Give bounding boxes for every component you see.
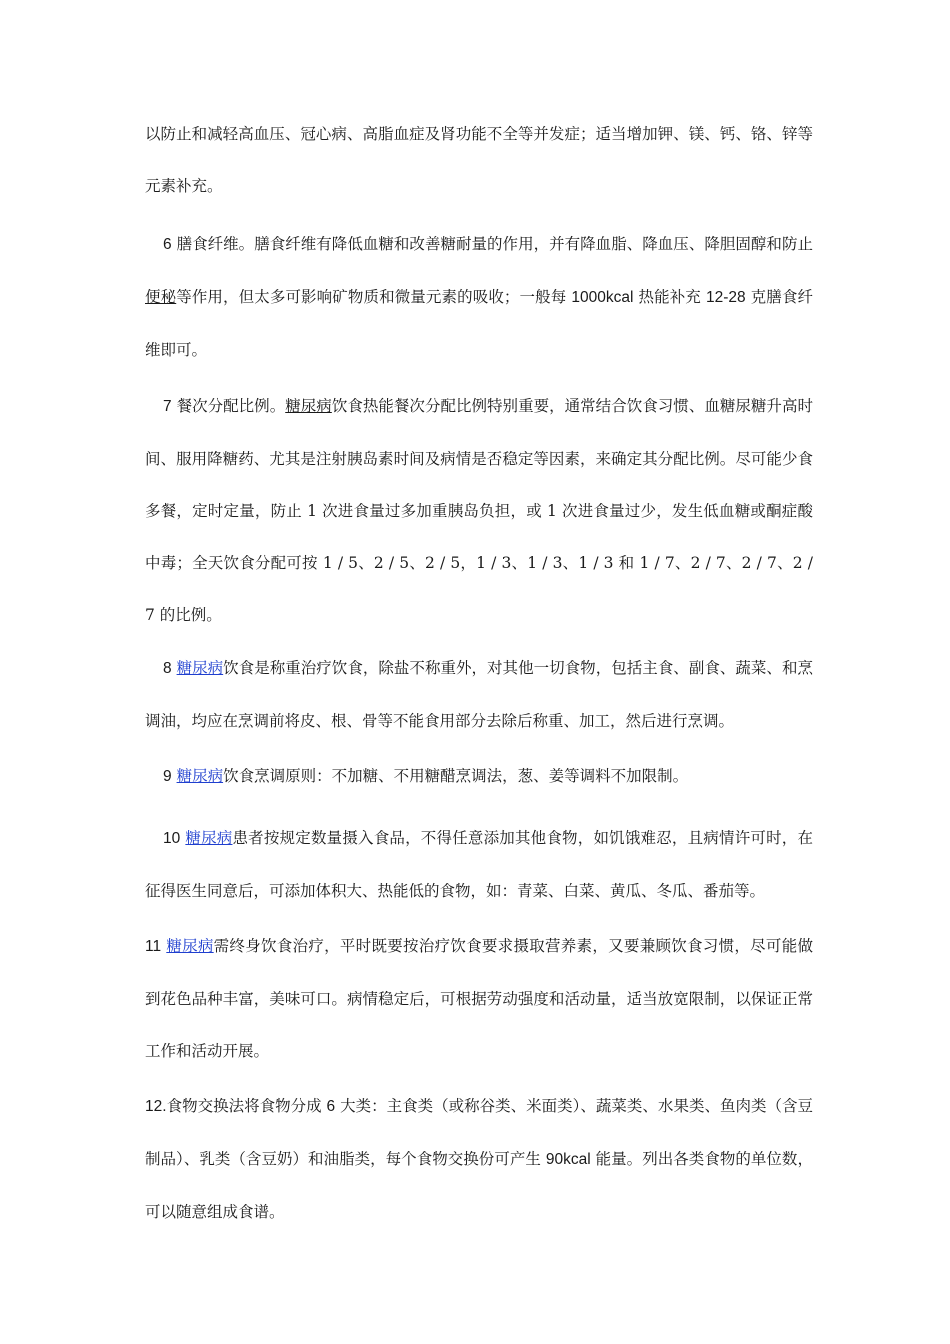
link-diabetes[interactable]: 糖尿病	[185, 829, 233, 847]
link-constipation[interactable]: 便秘	[145, 288, 177, 306]
item-number: 11	[145, 938, 162, 955]
fiber-range: 12-28	[705, 289, 746, 306]
paragraph-7-meal-distribution	[145, 380, 813, 641]
paragraph-text: 饮食热能餐次分配比例特别重要，通常结合饮食习惯、血糖尿糖升高时间、服用降糖药、尤其是注射胰岛素时间及病情是否稳定等因素，来确定其分配比例。尽可能少食多餐，定时定量，防止 1 次进食量过多加重胰岛负担，或 1 次进食量过少，发生低血糖或酮症酸中毒；全天饮食分配可按 1 / 5、2 / 5、2 / 5，1 / 3、1 / 3、1 / 3 和 1 / 7、2 / 7、2 / 7、2 / 7 的比例。	[145, 397, 813, 624]
paragraph-text: 能量。列出各类食物的单位数，可以随意组成食谱。	[145, 1150, 813, 1221]
link-diabetes[interactable]: 糖尿病	[166, 937, 214, 955]
item-number: 6	[163, 236, 172, 253]
paragraph-5-continuation	[145, 108, 813, 212]
paragraph-text: 饮食是称重治疗饮食，除盐不称重外，对其他一切食物，包括主食、副食、蔬菜、和烹调油，均应在烹调前将皮、根、骨等不能食用部分去除后称重、加工，然后进行烹调。	[145, 659, 813, 730]
energy-value: 1000kcal	[571, 289, 634, 306]
paragraph-12-food-exchange	[145, 1080, 813, 1238]
item-number: 10	[163, 830, 181, 847]
item-number: 7	[163, 398, 172, 415]
paragraph-text: 等作用，但太多可影响矿物质和微量元素的吸收；一般每	[176, 288, 567, 306]
link-diabetes[interactable]: 糖尿病	[176, 767, 224, 785]
item-number: 8	[163, 660, 172, 677]
paragraph-text: 膳食纤维。膳食纤维有降低血糖和改善糖耐量的作用，并有降血脂、降血压、降胆固醇和防止	[176, 235, 813, 253]
paragraph-text: 以防止和减轻高血压、冠心病、高脂血症及肾功能不全等并发症；适当增加钾、镁、钙、铬、锌等元素补充。	[145, 125, 813, 195]
paragraph-10-intake-rules	[145, 812, 813, 917]
category-count: 6	[326, 1098, 336, 1115]
item-number: 12.	[145, 1098, 167, 1115]
paragraph-text: 患者按规定数量摄入食品，不得任意添加其他食物，如饥饿难忍，且病情许可时，在征得医生同意后，可添加体积大、热能低的食物，如：青菜、白菜、黄瓜、冬瓜、番茄等。	[145, 829, 813, 900]
paragraph-text: 热能补充	[638, 288, 701, 306]
paragraph-9-cooking-principle	[145, 750, 813, 803]
item-number: 9	[163, 768, 172, 785]
paragraph-text: 克膳食纤维即可。	[145, 288, 813, 359]
paragraph-text: 需终身饮食治疗，平时既要按治疗饮食要求摄取营养素，又要兼顾饮食习惯，尽可能做到花色品种丰富，美味可口。病情稳定后，可根据劳动强度和活动量，适当放宽限制，以保证正常工作和活动开展。	[145, 937, 813, 1060]
paragraph-text: 食物交换法将食物分成	[166, 1097, 322, 1115]
paragraph-6-dietary-fiber	[145, 218, 813, 376]
link-diabetes[interactable]: 糖尿病	[176, 659, 224, 677]
paragraph-text: 大类：主食类（或称谷类、米面类）、蔬菜类、水果类、鱼肉类（含豆制品）、乳类（含豆奶）和油脂类，每个食物交换份可产生	[145, 1097, 813, 1168]
paragraph-8-weighed-diet	[145, 642, 813, 747]
paragraph-11-lifelong-diet	[145, 920, 813, 1077]
energy-value: 90kcal	[545, 1151, 591, 1168]
paragraph-text: 饮食烹调原则：不加糖、不用糖醋烹调法，葱、姜等调料不加限制。	[223, 767, 689, 785]
link-diabetes[interactable]: 糖尿病	[285, 397, 332, 415]
paragraph-text: 餐次分配比例。	[176, 397, 286, 415]
